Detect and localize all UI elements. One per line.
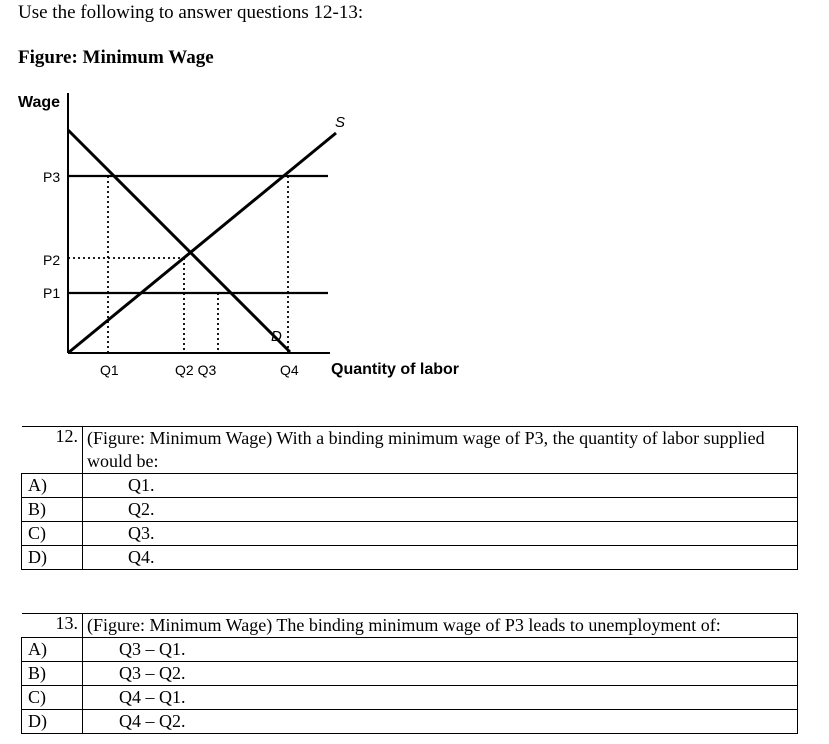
option-letter: A)	[22, 638, 83, 662]
supply-label: S	[335, 114, 346, 131]
option-text: Q4 – Q2.	[83, 710, 798, 734]
question-number: 12.	[22, 427, 83, 474]
x-tick-q1: Q1	[100, 362, 119, 378]
demand-label: D	[271, 328, 282, 345]
option-letter: D)	[22, 710, 83, 734]
question-13-table	[21, 613, 798, 734]
option-letter: B)	[22, 498, 83, 522]
figure-title: Figure: Minimum Wage	[18, 47, 214, 68]
option-letter: B)	[22, 662, 83, 686]
option-text: Q1.	[83, 474, 798, 498]
option-text: Q3 – Q2.	[83, 662, 798, 686]
question-stem: (Figure: Minimum Wage) With a binding minimum wage of P3, the quantity of labor supplied would be:	[83, 427, 798, 474]
question-12-table	[21, 426, 798, 570]
option-letter: C)	[22, 522, 83, 546]
x-tick-q2-q3: Q2 Q3	[175, 362, 217, 378]
y-axis-label: Wage	[18, 94, 61, 111]
y-tick-p3: P3	[43, 169, 61, 185]
y-tick-p2: P2	[43, 252, 61, 268]
y-tick-p1: P1	[43, 285, 61, 301]
option-letter: A)	[22, 474, 83, 498]
minimum-wage-figure	[0, 80, 480, 390]
option-text: Q3.	[83, 522, 798, 546]
option-letter: C)	[22, 686, 83, 710]
intro-text: Use the following to answer questions 12-13:	[18, 2, 364, 23]
option-text: Q4 – Q1.	[83, 686, 798, 710]
question-number: 13.	[22, 614, 83, 638]
x-axis-label: Quantity of labor	[331, 361, 459, 378]
demand-curve	[68, 130, 290, 352]
option-letter: D)	[22, 546, 83, 570]
option-text: Q2.	[83, 498, 798, 522]
x-tick-q4: Q4	[280, 362, 299, 378]
option-text: Q4.	[83, 546, 798, 570]
option-text: Q3 – Q1.	[83, 638, 798, 662]
question-stem: (Figure: Minimum Wage) The binding minimum wage of P3 leads to unemployment of:	[83, 614, 798, 638]
